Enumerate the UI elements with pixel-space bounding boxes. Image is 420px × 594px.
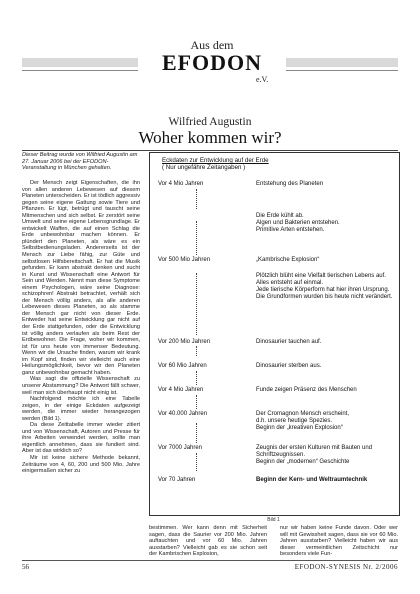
efodon-logo [138, 28, 286, 84]
timeline-event: Funde zeigen Präsenz des Menschen [256, 387, 357, 393]
logo-main-text: EFODON [161, 50, 263, 75]
figure-caption: Bild 1 [267, 517, 280, 523]
timeline-event: Die Erde kühlt ab. Algen und Bakterien entstehen. Primitive Arten entstehen. [256, 213, 340, 233]
timeline-time: Vor 40.000 Jahren [158, 411, 208, 417]
right-column: nur wir haben keine Funde davon. Oder wer will mit Gewissheit sagen, dass sie vor 60 Mio. Jahren ausstarben? Vielleicht haben wir aus dieser vermeintlichen Zeitschicht nur besonders viele Fun- [280, 525, 398, 558]
timeline-dots [196, 423, 199, 443]
paragraph: Da diese Zeittabelle immer wieder zitiert und von Wissenschaft, Autoren und Presse für ihre Arbeiten verwendet werden, sollte man eigentlich annehmen, dass sie fundiert sind. Aber ist das wirklich so? [22, 422, 140, 455]
middle-column: bestimmen. Wer kann denn mit Sicherheit sagen, dass die Saurier vor 200 Mio. Jahren auftauchten und vor 60 Mio. Jahren ausstarben? Vielleicht gab es sie schon seit der Kambrischen Explosion, [149, 525, 267, 558]
figure-title: Eckdaten zur Entwicklung auf der Erde [162, 157, 269, 164]
journal-name: EFODON-SYNESIS Nr. 2/2006 [294, 563, 398, 571]
timeline-dots [196, 346, 199, 356]
timeline-event: Entstehung des Planeten [256, 181, 324, 187]
timeline-dots [196, 221, 199, 255]
timeline-dots [196, 189, 199, 209]
timeline-time: Vor 70 Jahren [158, 477, 196, 483]
paragraph: Was sagt die offizielle Wissenschaft zu unserer Abstammung? Die Antwort fällt schwer, weil man sich überhaupt nicht einig ist. [22, 376, 140, 396]
article-title: Woher kommen wir? [138, 128, 282, 147]
timeline-event: Beginn der Kern- und Weltraumtechnik [256, 477, 368, 483]
article-lead: Dieser Beitrag wurde von Wilfried Augustin am 27. Januar 2006 bei der EFODON-Veranstaltung in München gehalten. [22, 152, 138, 172]
footer-rule [22, 560, 398, 561]
timeline-dots [196, 371, 199, 385]
paragraph: Der Mensch zeigt Eigenschaften, die ihn von allen anderen Lebewesen auf diesem Planeten unterscheiden. Er ist tödlich aggressiv gegen seine eigene Gattung sowie Tiere und Pflanzen. Er lügt, betrügt und tauscht seine Mitmenschen und sich selbst. Er zerstört seine Umwelt und seine eigene Lebensgrundlage. Er entwickelt Waffen, die auf einen Schlag die Erde unbewohnbar machen können. Er plündert den Planeten, als wäre es ein Selbstbedienungsladen. Andererseits ist der Mensch zur Liebe fähig, zur Güte und selbstlosen Hilfsbereitschaft. Er hat die Musik gefunden. Er kann abstrakt denken und sucht in Kunst und Wissenschaft eine Antwort für Sein und Werden. Nennt man diese Symptome einem Psychologen, wäre seine Diagnose: schizophren! Abstrakt betrachtet, verhält sich der Mensch völlig anders, als alle anderen Lebewesen dieses Planeten, so als stamme der Mensch gar nicht von dieser Erde. Entweder hat seine Entwicklung gar nicht auf der Erde stattgefunden, oder die Entwicklung ist völlig anders verlaufen als beim Rest der Erdbewohner. Die Frage, woher wir kommen, ist für uns heute von immenser Bedeutung. Wenn wir die Ursache finden, warum wir krank im Kopf sind, finden wir vielleicht auch eine Heilungsmöglichkeit, bevor wir den Planeten ganz unbewohnbar gemacht haben. [22, 180, 140, 376]
timeline-time: Vor 60 Mio Jahren [158, 363, 207, 369]
paragraph: Mir ist keine sichere Methode bekannt, Zeiträume von 4, 60, 200 und 500 Mio. Jahre einigermaßen sicher zu [22, 454, 140, 475]
timeline-time: Vor 4 Mio Jahren [158, 181, 204, 187]
timeline-event: Der Cromagnon Mensch erscheint, d.h. unsere heutige Spezies. Beginn der „kreativen Explosion“ [256, 411, 350, 431]
timeline-time: Vor 7000 Jahren [158, 445, 203, 451]
logo-sub-text: e.V. [256, 75, 269, 84]
timeline-dots [196, 395, 199, 409]
timeline-time: Vor 4 Mio Jahren [158, 387, 204, 393]
page-number: 56 [22, 563, 29, 571]
timeline-dots [196, 453, 199, 471]
timeline-event: „Kambrische Explosion“ [256, 257, 320, 263]
timeline-time: Vor 500 Mio Jahren [158, 257, 211, 263]
title-rule [22, 150, 398, 151]
timeline-time: Vor 200 Mio Jahren [158, 339, 211, 345]
logo-top-text: Aus dem [190, 38, 234, 52]
timeline-event: Zeugnis der ersten Kulturen mit Bauten und Schriftzeugnissen. Beginn der „modernen“ Geschichte [256, 445, 373, 465]
article-author: Wilfried Augustin [168, 116, 252, 128]
figure-timeline [149, 152, 400, 516]
timeline-event: Dinosaurier sterben aus. [256, 363, 322, 369]
paragraph: Nachfolgend möchte ich eine Tabelle zeigen, in der einige Eckdaten aufgezeigt werden, die immer wieder herangezogen werden (Bild 1). [22, 396, 140, 422]
timeline-dots [196, 273, 199, 335]
figure-subtitle: ( Nur ungefähre Zeitangaben ) [162, 164, 246, 171]
timeline-event: Plötzlich blüht eine Vielfalt tierischen Lebens auf. Alles entsteht auf einmal. Jede tierische Körperform hat hier ihren Ursprung. Die Grundformen wurden bis heute nicht verändert. [256, 273, 393, 300]
timeline-event: Dinosaurier tauchen auf. [256, 339, 322, 345]
left-column [22, 180, 140, 475]
